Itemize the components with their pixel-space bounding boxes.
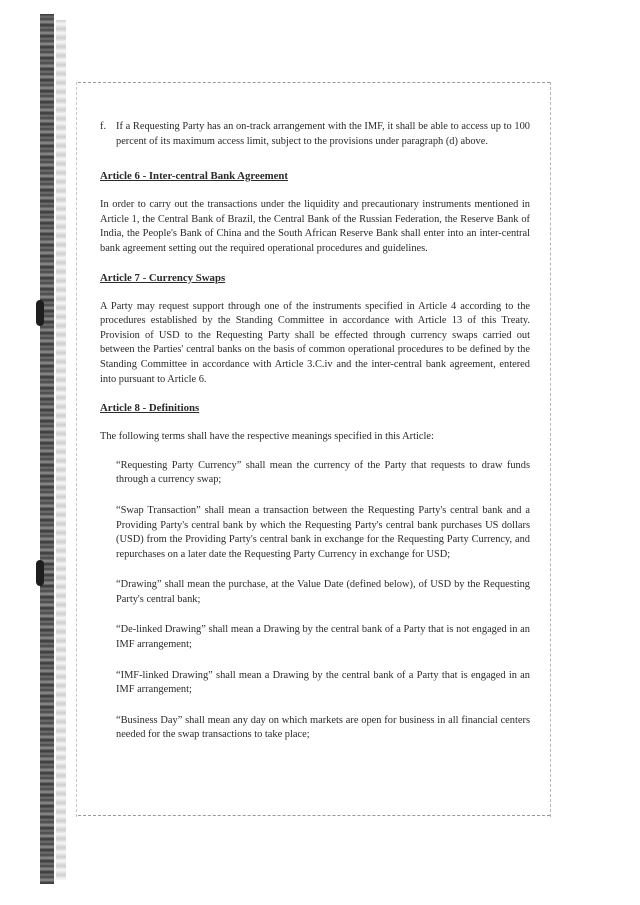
- article-6-heading: Article 6 - Inter-central Bank Agreement: [100, 170, 288, 183]
- article-7-heading: Article 7 - Currency Swaps: [100, 271, 226, 284]
- article-8-intro: The following terms shall have the respective meanings specified in this Article:: [100, 431, 434, 443]
- article-7-body: A Party may request support through one of the instruments specified in Article 4 according to the procedures established by the Standing Committee in accordance with Article 13 of this Treaty. Provision of USD to the Requesting Party shall be effected through currency swaps carried out between the Parties' central banks on the basis of common operational procedures to be defined by the Standing Committee in accordance with Article 3.C.iv and the inter-central bank agreement, entered into pursuant to Article 6.: [100, 300, 530, 385]
- scan-edge-noise: [56, 20, 66, 880]
- scan-blot: [36, 560, 44, 586]
- list-item-text: If a Requesting Party has an on-track arrangement with the IMF, it shall be able to access up to 100 percent of its maximum access limit, subject to the provisions under paragraph (d) above.: [116, 121, 530, 147]
- scan-edge-shadow: [40, 14, 54, 884]
- list-item-f: [100, 120, 530, 149]
- frame-line-top: [78, 82, 550, 83]
- definition-drawing: “Drawing” shall mean the purchase, at the Value Date (defined below), of USD by the Requesting Party's central bank;: [116, 579, 530, 605]
- article-6-body: In order to carry out the transactions under the liquidity and precautionary instruments mentioned in Article 1, the Central Bank of Brazil, the Central Bank of the Russian Federation, the Reserve Bank of India, the People's Bank of China and the South African Reserve Bank shall enter into an inter-central bank agreement setting out the required operational procedures and guidelines.: [100, 199, 530, 254]
- definition-de-linked-drawing: “De-linked Drawing” shall mean a Drawing by the central bank of a Party that is not engaged in an IMF arrangement;: [116, 624, 530, 651]
- scan-blot: [36, 300, 44, 326]
- list-marker: f.: [100, 121, 107, 132]
- definition-business-day: “Business Day” shall mean any day on which markets are open for business in all financial centers needed for the swap transactions to take place;: [116, 714, 530, 741]
- frame-line-left: [76, 82, 77, 817]
- definition-swap-transaction: “Swap Transaction” shall mean a transaction between the Requesting Party's central bank and a Providing Party's central bank by which the Requesting Party's central bank purchases US dollars (USD) from the Providing Party's central bank in exchange for the Requesting Party Currency, and repurchases on a later date the Requesting Party Currency in exchange for USD;: [116, 504, 530, 560]
- definition-imf-linked-drawing: “IMF-linked Drawing” shall mean a Drawing by the central bank of a Party that is engaged in an IMF arrangement;: [116, 669, 530, 696]
- frame-line-bottom: [78, 815, 550, 816]
- article-8-heading: Article 8 - Definitions: [100, 402, 200, 415]
- document-body: [100, 120, 530, 759]
- frame-line-right: [550, 82, 551, 817]
- definition-requesting-party-currency: “Requesting Party Currency” shall mean the currency of the Party that requests to draw funds through a currency swap;: [116, 459, 530, 486]
